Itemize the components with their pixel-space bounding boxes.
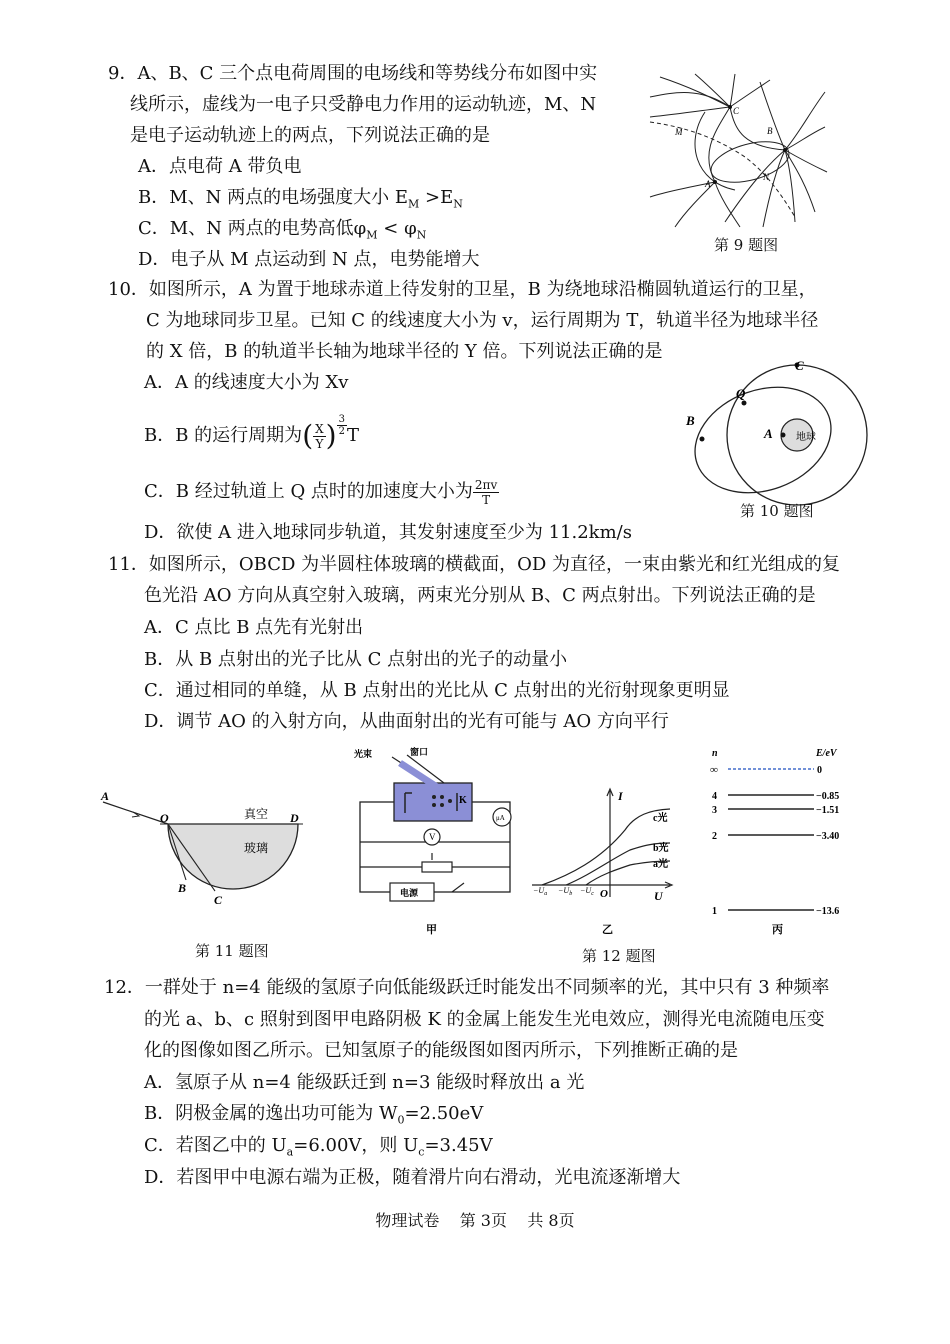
fig12-bing-e4: −0.85 [816,791,840,802]
fig12-yi-curve-c: c光 [653,813,668,824]
page-footer: 物理试卷 第 3页 共 8页 [375,1211,575,1230]
q10-option-b: B．B 的运行周期为( $\frac{X}{Y}$ ) $\frac{3}{2}$ T [144,414,359,452]
fig12-yi-curve-a: a光 [653,859,668,870]
q12-option-d: D．若图甲中电源右端为正极，随着滑片向右滑动，光电流逐渐增大 [144,1167,681,1188]
q10-stem-line2: C 为地球同步卫星。已知 C 的线速度大小为 v，运行周期为 T，轨道半径为地球半径 [146,310,819,331]
fig12-bing-energy-levels [706,742,856,940]
fig12-yi-tick-ua: $-U_a$ [533,886,548,897]
q10-stem-line3: 的 X 倍，B 的轨道半长轴为地球半径的 Y 倍。下列说法正确的是 [146,341,663,362]
fig12-bing-e1: −13.6 [816,906,840,917]
q11-option-c: C．通过相同的单缝，从 B 点射出的光比从 C 点射出的光衍射现象更明显 [144,680,730,701]
fig12-yi-label: 乙 [602,924,613,936]
q11-option-a: A．C 点比 B 点先有光射出 [144,617,364,638]
q9-label-a: A [705,179,711,189]
fig12-jia-label-voltmeter: V [429,832,436,842]
q9-stem-line2: 线所示，虚线为一电子只受静电力作用的运动轨迹，M、N [130,94,597,115]
fig12-bing-label: 丙 [772,924,783,936]
q12-stem-line3: 化的图像如图乙所示。已知氢原子的能级图如图丙所示，下列推断正确的是 [144,1040,738,1061]
q11-label-b: B [178,881,187,895]
q9-label-m: M [675,127,683,137]
q11-glass-diagram [98,790,313,910]
q9-caption: 第 9 题图 [714,236,779,254]
fig12-caption: 第 12 题图 [582,947,656,965]
q11-label-glass: 玻璃 [244,841,269,855]
fig12-bing-e-header: E/eV [816,748,837,759]
q12-option-c: C．若图乙中的 $U_a=6.00V$，则 $U_c=3.45V$ [144,1135,493,1159]
q11-label-vacuum: 真空 [244,807,269,821]
q12-option-a: A．氢原子从 n=4 能级跃迁到 n=3 能级时释放出 a 光 [144,1072,585,1093]
fig12-jia-label-ammeter: μA [496,814,505,822]
q9-label-c: C [733,106,740,116]
fig12-bing-e2: −3.40 [816,831,840,842]
fig12-bing-n4: 4 [712,791,717,802]
q9-option-a: A．点电荷 A 带负电 [138,156,302,177]
q11-label-c: C [214,893,223,907]
fig12-bing-e-inf: 0 [817,765,822,776]
fig12-yi-axis-u: U [654,889,663,903]
q11-option-b: B．从 B 点射出的光子比从 C 点射出的光子的动量小 [144,649,568,670]
q9-label-b: B [767,126,773,136]
fig12-yi-graph [530,785,680,940]
q10-option-d: D．欲使 A 进入地球同步轨道，其发射速度至少为 11.2km/s [144,522,632,543]
q10-orbit-diagram [680,358,860,508]
q9-option-d: D．电子从 M 点运动到 N 点，电势能增大 [138,249,480,270]
q9-label-n: N [763,172,770,182]
q12-option-b: B．阴极金属的逸出功可能为 $W_0=2.50eV$ [144,1103,484,1127]
q11-label-d: D [290,811,299,825]
q10-label-q: Q [736,386,746,401]
q12-stem-line2: 的光 a、b、c 照射到图甲电路阴极 K 的金属上能发生光电效应，测得光电流随电压变 [144,1009,825,1030]
fig12-bing-n3: 3 [712,805,717,816]
q9-option-b: B．M、N 两点的电场强度大小 $E_M >E_N$ [138,187,463,211]
q11-label-o: O [160,811,169,825]
q10-stem-line1: 10．如图所示，A 为置于地球赤道上待发射的卫星，B 为绕地球沿椭圆轨道运行的卫星， [108,279,817,300]
q10-option-c: C．B 经过轨道上 Q 点时的加速度大小为 $\frac{2\pi v}{T}$ [144,477,498,507]
q10-label-earth: 地球 [796,432,816,443]
fig12-jia-label-k: K [459,795,467,806]
q10-label-c: C [795,358,804,373]
fig12-jia-label: 甲 [426,924,437,936]
q10-option-a: A．A 的线速度大小为 Xv [144,372,349,393]
q10-label-b: B [686,413,695,428]
fig12-bing-n-inf: ∞ [710,764,718,776]
q11-caption: 第 11 题图 [195,942,269,960]
fig12-jia-label-window: 窗口 [410,747,429,757]
q9-stem-line1: 9．A、B、C 三个点电荷周围的电场线和等势线分布如图中实 [108,63,598,84]
fig12-bing-n2: 2 [712,831,717,842]
fig12-yi-tick-uc: $-U_c$ [580,886,594,897]
fig12-jia-circuit [352,745,524,940]
q11-stem-line2: 色光沿 AO 方向从真空射入玻璃，两束光分别从 B、C 两点射出。下列说法正确的是 [144,585,816,606]
q11-stem-line1: 11．如图所示，OBCD 为半圆柱体玻璃的横截面，OD 为直径，一束由紫光和红光组成的复 [108,554,841,575]
fig12-jia-label-light: 光束 [354,749,373,759]
fig12-bing-n1: 1 [712,906,717,917]
fig12-bing-n-header: n [712,748,718,759]
q10-caption: 第 10 题图 [740,502,814,520]
q9-stem-line3: 是电子运动轨迹上的两点，下列说法正确的是 [130,125,490,146]
q11-label-a: A [101,789,110,803]
q9-option-c: C．M、N 两点的电势高低$\varphi_M < \varphi_N$ [138,218,427,242]
fig12-jia-label-source: 电源 [400,888,419,898]
q12-stem-line1: 12．一群处于 n=4 能级的氢原子向低能级跃迁时能发出不同频率的光，其中只有 3 种频率 [104,977,830,998]
q11-option-d: D．调节 AO 的入射方向，从曲面射出的光有可能与 AO 方向平行 [144,711,669,732]
q9-field-diagram [645,72,830,232]
fig12-yi-curve-b: b光 [653,843,669,854]
fig12-yi-origin: O [600,888,608,900]
fig12-bing-e3: −1.51 [816,805,840,816]
fig12-yi-axis-i: I [618,789,623,803]
fig12-yi-tick-ub: $-U_b$ [558,886,573,897]
q10-label-a: A [764,426,773,441]
